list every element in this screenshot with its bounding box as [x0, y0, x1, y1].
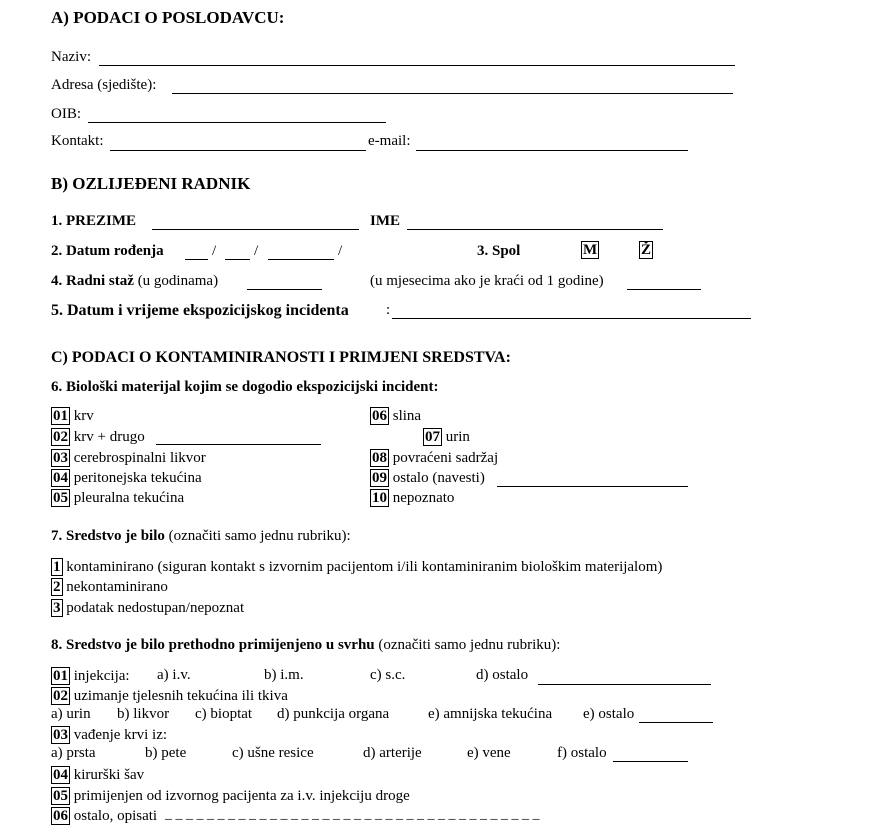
spol-label: 3. Spol [477, 243, 521, 259]
radni-staz-row [51, 273, 218, 290]
q8-option-06 [51, 807, 157, 825]
material-option [51, 469, 202, 487]
q7-option-label: podatak nedostupan/nepoznat [66, 600, 245, 616]
material-label: cerebrospinalni likvor [73, 450, 206, 466]
material-option [370, 489, 454, 507]
material-option [51, 449, 206, 467]
q8-suboption[interactable]: d) arterije [363, 745, 422, 761]
ime-field[interactable] [407, 229, 663, 230]
material-label: ostalo (navesti) [392, 470, 485, 486]
adresa-field[interactable] [172, 93, 733, 94]
q8-option-02 [51, 687, 288, 705]
material-checkbox[interactable]: 07 [425, 429, 440, 445]
datum-incidenta-label: 5. Datum i vrijeme ekspozicijskog incidenta [51, 302, 349, 319]
q8-suboption[interactable]: c) bioptat [195, 706, 253, 722]
q8-checkbox[interactable]: 06 [53, 808, 68, 824]
q8-option-01 [51, 667, 130, 685]
radni-staz-label: 4. Radni staž [51, 273, 134, 289]
section-a-title: A) PODACI O POSLODAVCU: [51, 8, 285, 27]
spol-z-wrap [639, 241, 653, 259]
q7-checkbox[interactable]: 2 [53, 579, 61, 595]
spol-z-checkbox[interactable]: Ž [641, 242, 652, 258]
q8-suboption[interactable]: f) ostalo [557, 745, 607, 761]
dob-separator: / [338, 243, 343, 259]
material-label: povraćeni sadržaj [392, 450, 499, 466]
q8-suboption[interactable]: e) amnijska tekućina [428, 706, 553, 722]
material-option [370, 449, 498, 467]
material-checkbox[interactable]: 01 [53, 408, 68, 424]
material-label: krv + drugo [73, 429, 145, 445]
q8-suboption[interactable]: b) likvor [117, 706, 170, 722]
q7-option-label: kontaminirano (siguran kontakt s izvornim pacijentom i/ili kontaminiranim biološkim materijalom) [66, 559, 663, 575]
kontakt-field[interactable] [110, 150, 366, 151]
dob-month-field[interactable] [225, 259, 250, 260]
material-checkbox[interactable]: 10 [372, 490, 387, 506]
q8-suboption[interactable]: a) prsta [51, 745, 96, 761]
q8-option-label: injekcija: [73, 668, 130, 684]
q8-option-label: uzimanje tjelesnih tekućina ili tkiva [73, 688, 288, 704]
tekucine-ostalo-field[interactable] [639, 722, 713, 723]
q8-suboption[interactable]: b) i.m. [264, 667, 304, 683]
material-label: urin [445, 429, 470, 445]
q8-suboption[interactable]: a) i.v. [157, 667, 191, 683]
material-option [51, 407, 94, 425]
section-c-title: C) PODACI O KONTAMINIRANOSTI I PRIMJENI SREDSTVA: [51, 349, 511, 366]
q8-checkbox[interactable]: 05 [53, 788, 68, 804]
dob-separator: / [212, 243, 217, 259]
q8-suboption[interactable]: c) ušne resice [232, 745, 314, 761]
ostalo-navesti-field[interactable] [497, 486, 688, 487]
krv-ostalo-field[interactable] [613, 761, 688, 762]
material-label: krv [73, 408, 94, 424]
datum-incidenta-colon: : [386, 302, 391, 318]
q7-option [51, 578, 168, 596]
q8-suboption[interactable]: b) pete [145, 745, 187, 761]
dob-year-field[interactable] [268, 259, 334, 260]
spol-m-wrap [581, 241, 599, 259]
material-option [423, 428, 470, 446]
krv-drugo-field[interactable] [156, 444, 321, 445]
q7-checkbox[interactable]: 1 [53, 559, 61, 575]
material-checkbox[interactable]: 06 [372, 408, 387, 424]
material-option [370, 469, 485, 487]
q7-title-note: (označiti samo jednu rubriku): [168, 528, 351, 544]
injekcija-ostalo-field[interactable] [538, 684, 711, 685]
material-checkbox[interactable]: 04 [53, 470, 68, 486]
material-label: nepoznato [392, 490, 455, 506]
q8-option-03 [51, 726, 167, 744]
q8-checkbox[interactable]: 01 [53, 668, 68, 684]
q8-option-label: ostalo, opisati [73, 808, 158, 824]
material-checkbox[interactable]: 05 [53, 490, 68, 506]
prezime-label: 1. PREZIME [51, 213, 137, 229]
radni-staz-godine-field[interactable] [247, 289, 322, 290]
q8-suboption[interactable]: c) s.c. [370, 667, 406, 683]
q8-checkbox[interactable]: 04 [53, 767, 68, 783]
section-b-title: B) OZLIJEĐENI RADNIK [51, 174, 251, 193]
material-option [51, 489, 184, 507]
q6-title: 6. Biološki materijal kojim se dogodio ekspozicijski incident: [51, 379, 439, 395]
datum-incidenta-field[interactable] [392, 318, 751, 319]
kontakt-label: Kontakt: [51, 133, 104, 149]
radni-staz-mjeseci-label: (u mjesecima ako je kraći od 1 godine) [370, 273, 604, 289]
q8-suboption[interactable]: e) vene [467, 745, 511, 761]
naziv-label: Naziv: [51, 49, 91, 65]
material-checkbox[interactable]: 02 [53, 429, 68, 445]
material-label: peritonejska tekućina [73, 470, 202, 486]
material-checkbox[interactable]: 08 [372, 450, 387, 466]
naziv-field[interactable] [99, 65, 735, 66]
q8-option-05 [51, 787, 410, 805]
datum-rodjenja-label: 2. Datum rođenja [51, 243, 164, 259]
material-label: pleuralna tekućina [73, 490, 185, 506]
q8-suboption[interactable]: a) urin [51, 706, 91, 722]
adresa-label: Adresa (sjedište): [51, 77, 157, 93]
q8-title-bold: 8. Sredstvo je bilo prethodno primijenjeno u svrhu [51, 637, 375, 653]
q8-option-04 [51, 766, 144, 784]
material-checkbox[interactable]: 09 [372, 470, 387, 486]
spol-m-checkbox[interactable]: M [583, 242, 598, 258]
prezime-field[interactable] [152, 229, 359, 230]
q8-option-label: primijenjen od izvornog pacijenta za i.v. injekciju droge [73, 788, 410, 804]
oib-field[interactable] [88, 122, 386, 123]
q8-title [51, 637, 560, 654]
email-label: e-mail: [368, 133, 411, 149]
q7-checkbox[interactable]: 3 [53, 600, 61, 616]
oib-label: OIB: [51, 106, 81, 122]
q7-option [51, 599, 244, 617]
q8-option-label: kirurški šav [73, 767, 145, 783]
ime-label: IME [370, 213, 400, 229]
opisati-field[interactable]: _ _ _ _ _ _ _ _ _ _ _ _ _ _ _ _ _ _ _ _ _ _ _ _ _ _ _ _ _ _ _ _ _ _ _ _ [165, 807, 540, 822]
q8-option-label: vađenje krvi iz: [73, 727, 168, 743]
material-option [370, 407, 421, 425]
material-label: slina [392, 408, 422, 424]
q7-title-bold: 7. Sredstvo je bilo [51, 528, 165, 544]
q8-suboption[interactable]: e) ostalo [583, 706, 635, 722]
radni-staz-mjeseci-field[interactable] [627, 289, 701, 290]
material-option [51, 428, 145, 446]
dob-day-field[interactable] [185, 259, 208, 260]
q8-suboption[interactable]: d) ostalo [476, 667, 529, 683]
dob-separator: / [254, 243, 259, 259]
q8-checkbox[interactable]: 02 [53, 688, 68, 704]
radni-staz-unit: (u godinama) [137, 273, 219, 289]
material-checkbox[interactable]: 03 [53, 450, 68, 466]
q8-title-note: (označiti samo jednu rubriku): [378, 637, 561, 653]
q7-title [51, 528, 351, 545]
q8-checkbox[interactable]: 03 [53, 727, 68, 743]
q8-suboption[interactable]: d) punkcija organa [277, 706, 390, 722]
q7-option [51, 558, 662, 576]
email-field[interactable] [416, 150, 688, 151]
q7-option-label: nekontaminirano [66, 579, 168, 595]
